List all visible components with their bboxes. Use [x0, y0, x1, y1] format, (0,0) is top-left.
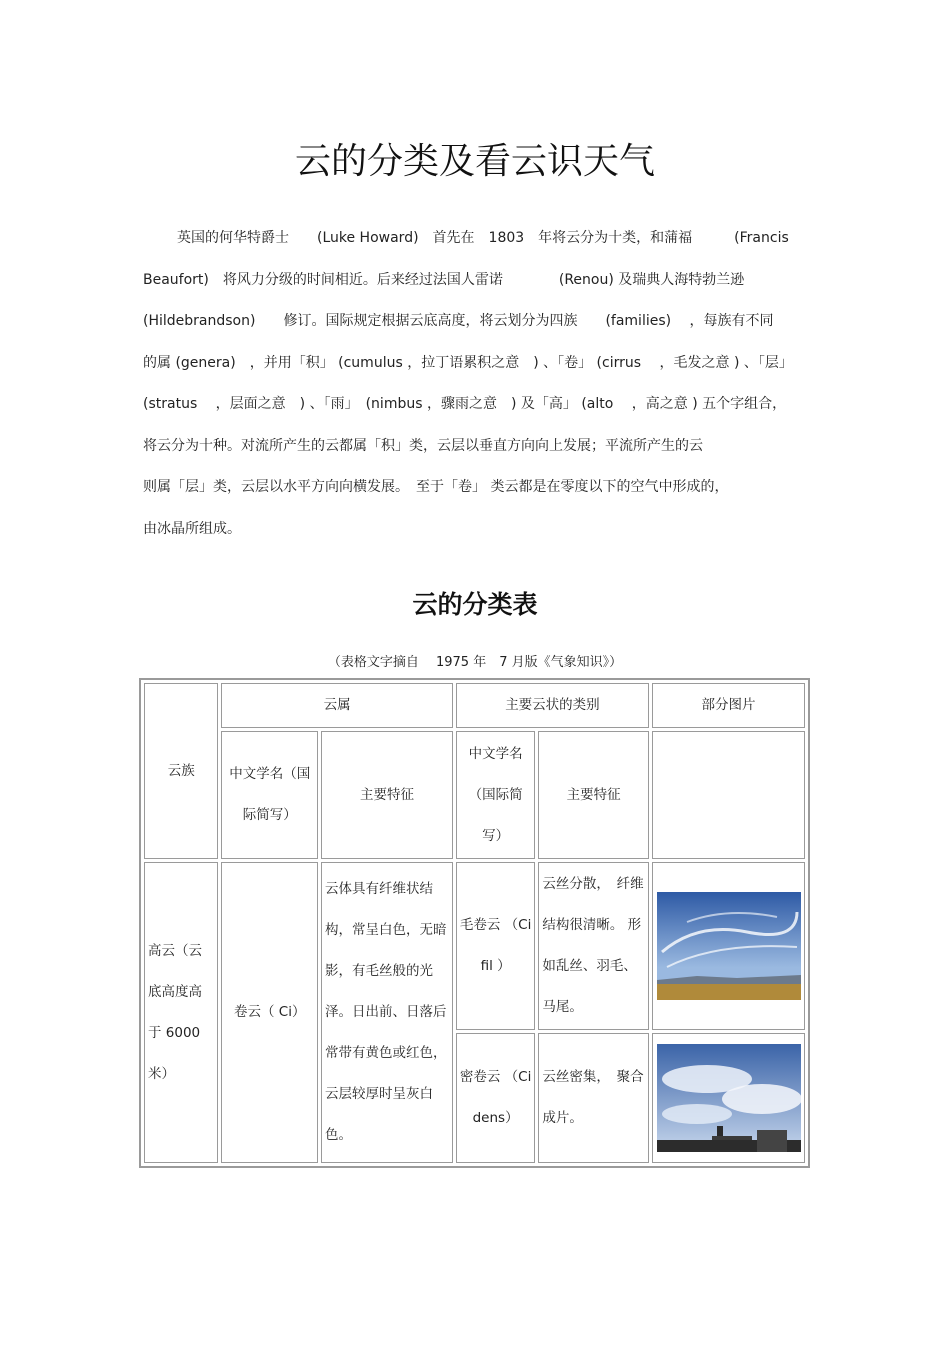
- header-genus-feature: 主要特征: [321, 731, 453, 859]
- cell-species-feature-1: 云丝分散， 纤维结构很清晰。 形如乱丝、羽毛、马尾。: [538, 862, 649, 1030]
- paragraph-line: 英国的何华特爵士 (Luke Howard) 首先在 1803 年将云分为十类，和蒲福 (Francis: [177, 230, 789, 246]
- cirrus-fibratus-photo: [657, 892, 801, 1000]
- cell-species-feature-2: 云丝密集， 聚合成片。: [538, 1033, 649, 1163]
- source-note: （表格文字摘自 1975 年 7 月版《气象知识》）: [327, 655, 623, 670]
- paragraph-line: (stratus ，层面之意 ) 、「雨」 (nimbus ，骤雨之意 ) 及「高」 (alto ，高之意 ) 五个字组合，: [143, 396, 787, 412]
- header-cloud-genus: 云属: [221, 683, 452, 728]
- header-genus-name: 中文学名（国际简写）: [221, 731, 318, 859]
- cirrus-spissatus-photo: [657, 1044, 801, 1152]
- cell-cloud-family: 高云（云底高度高于 6000 米）: [144, 862, 218, 1163]
- paragraph-line: 的属 (genera) ，并用「积」 (cumulus ，拉丁语累积之意 ) 、「卷」 (cirrus ，毛发之意 ) 、「层」: [143, 354, 793, 371]
- paragraph-line: 则属「层」类，云层以水平方向向横发展。 至于「卷」 类云都是在零度以下的空气中形成的，: [143, 479, 729, 495]
- header-species-name: 中文学名（国际简写）: [456, 731, 535, 859]
- paragraph-line: (Hildebrandson) 修订。国际规定根据云底高度，将云划分为四族 (families) ，每族有不同: [143, 313, 774, 329]
- header-cloud-species: 主要云状的类别: [456, 683, 649, 728]
- document-title: 云的分类及看云识天气: [294, 141, 655, 182]
- cell-photo-2: [652, 1033, 805, 1163]
- cloud-classification-table: [139, 678, 810, 1168]
- header-cloud-family: 云族: [144, 683, 218, 859]
- cell-species-name-1: 毛卷云 （Ci fil ）: [456, 862, 535, 1030]
- cell-cloud-genus: 卷云（ Ci）: [221, 862, 318, 1163]
- header-photos: 部分图片: [652, 683, 805, 728]
- intro-paragraph: [143, 218, 808, 550]
- header-photo-empty: [652, 731, 805, 859]
- table-title: 云的分类表: [412, 590, 538, 619]
- cell-species-name-2: 密卷云 （Ci dens）: [456, 1033, 535, 1163]
- paragraph-line: 由冰晶所组成。: [143, 520, 241, 537]
- cell-photo-1: [652, 862, 805, 1030]
- cell-genus-feature: 云体具有纤维状结构，常呈白色，无暗影，有毛丝般的光泽。日出前、日落后常带有黄色或红色，云层较厚时呈灰白色。: [321, 862, 453, 1163]
- paragraph-line: Beaufort) 将风力分级的时间相近。后来经过法国人雷诺 (Renou) 及瑞典人海特勃兰逊: [143, 271, 745, 288]
- paragraph-line: 将云分为十种。对流所产生的云都属「积」类，云层以垂直方向向上发展；平流所产生的云: [143, 437, 703, 454]
- header-species-feature: 主要特征: [538, 731, 649, 859]
